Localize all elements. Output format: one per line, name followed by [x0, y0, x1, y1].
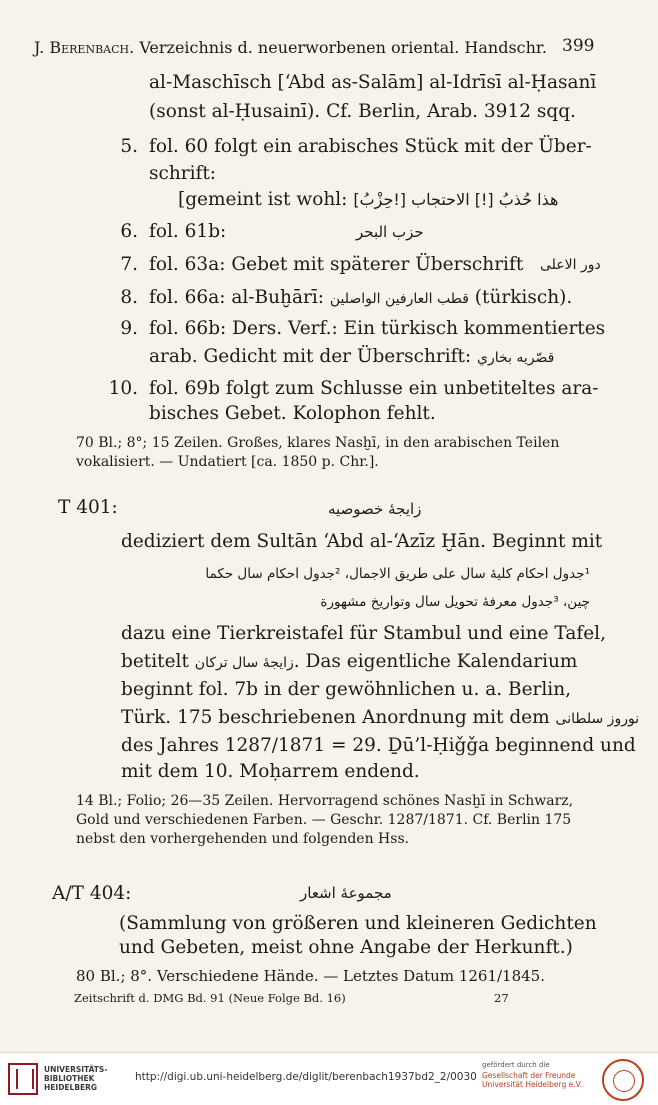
at404-label: A/T 404:	[52, 883, 132, 904]
continuation-line-2: (sonst al-Ḥusainī). Cf. Berlin, Arab. 3912 sqq.	[149, 101, 576, 122]
t401-label: T 401:	[58, 497, 118, 518]
item-7-arabic: دور الاعلى	[540, 257, 601, 273]
item-8-line	[149, 287, 572, 308]
item-9-arabic: قصّريه بخاري	[477, 350, 555, 366]
t401-line-4: dazu eine Tierkreistafel für Stambul und eine Tafel,	[121, 623, 606, 644]
item-6-label: fol. 61b:	[149, 221, 227, 242]
t401-line-7-arabic: نوروز سلطانى	[555, 711, 640, 727]
t401-desc-line-3: nebst den vorhergehenden und folgenden Hss.	[76, 831, 410, 847]
t401-line-5-prefix: betitelt	[121, 651, 189, 672]
item-8-prefix: fol. 66a: al-Buḫārī:	[149, 287, 324, 308]
item-6-arabic: حزب البحر	[356, 223, 424, 241]
item-8-suffix: (türkisch).	[474, 287, 573, 308]
sponsor-name	[482, 1071, 582, 1089]
t401-line-5-suffix: . Das eigentliche Kalendarium	[293, 651, 578, 672]
university-library-logo-icon	[8, 1063, 38, 1095]
t401-line-5	[121, 651, 577, 672]
item-7-number: 7.	[120, 254, 138, 275]
t401-desc-line-2: Gold und verschiedenen Farben. — Geschr. 1287/1871. Cf. Berlin 175	[76, 812, 572, 828]
university-seal-icon	[602, 1059, 644, 1101]
item-8-number: 8.	[120, 287, 138, 308]
item-10-number: 10.	[108, 378, 138, 399]
header-title: Verzeichnis d. neuerworbenen oriental. Handschr.	[139, 38, 547, 57]
item-9-line-2-text: arab. Gedicht mit der Überschrift:	[149, 346, 472, 367]
t401-line-7	[121, 707, 639, 728]
library-footer	[0, 1052, 658, 1105]
signature-left: Zeitschrift d. DMG Bd. 91 (Neue Folge Bd. 16)	[74, 991, 346, 1005]
sponsor-name-line-2: Universität Heidelberg e.V.	[482, 1080, 583, 1089]
item-5-number: 5.	[120, 136, 138, 157]
item-6-number: 6.	[120, 221, 138, 242]
item-7-text: fol. 63a: Gebet mit späterer Überschrift	[149, 254, 524, 275]
t401-line-6: beginnt fol. 7b in der gewöhnlichen u. a. Berlin,	[121, 679, 572, 700]
library-name-line-3: HEIDELBERG	[44, 1083, 98, 1092]
header-author-initial: J.	[34, 38, 45, 57]
at404-line-2: und Gebeten, meist ohne Angabe der Herkunft.)	[119, 937, 573, 958]
library-name	[44, 1065, 107, 1092]
t401-line-3-arabic: چين، ³جدول معرفهٔ تحويل سال وتواريخ مشهورة	[320, 594, 590, 610]
page-number: 399	[562, 36, 595, 56]
t401-line-2-arabic: ¹جدول احكام كليهٔ سال على طريق الاجمال، ²جدول احكام سال حكما	[205, 566, 590, 582]
at404-line-1: (Sammlung von größeren und kleineren Gedichten	[119, 913, 597, 934]
item-5-gemeint	[178, 189, 558, 210]
sponsor-label: gefördert durch die	[482, 1061, 550, 1069]
item-10-line-1: fol. 69b folgt zum Schlusse ein unbetiteltes ara-	[149, 378, 599, 399]
library-name-line-1: UNIVERSITÄTS-	[44, 1065, 108, 1074]
t401-line-1: dediziert dem Sultān ‘Abd al-‘Azīz Ḫān. Beginnt mit	[121, 531, 603, 552]
t400-desc-line-1: 70 Bl.; 8°; 15 Zeilen. Großes, klares Nasḫī, in den arabischen Teilen	[76, 435, 560, 451]
t401-line-8: des Jahres 1287/1871 = 29. Ḏū’l-Ḥiǧǧa beginnend und	[121, 735, 636, 756]
t401-line-7-prefix: Türk. 175 beschriebenen Anordnung mit dem	[121, 707, 550, 728]
running-header	[34, 38, 547, 57]
item-9-number: 9.	[120, 318, 138, 339]
item-9-line-2	[149, 346, 554, 367]
header-author-name: Berenbach.	[49, 38, 135, 57]
item-5-line-1: fol. 60 folgt ein arabisches Stück mit der Über-	[149, 136, 592, 157]
t401-title-arabic: زايجهٔ خصوصيه	[328, 500, 422, 518]
t400-desc-line-2: vokalisiert. — Undatiert [ca. 1850 p. Chr.].	[76, 454, 379, 470]
t401-line-9: mit dem 10. Moḥarrem endend.	[121, 761, 420, 782]
library-name-line-2: BIBLIOTHEK	[44, 1074, 95, 1083]
t401-line-5-arabic: زايجهٔ سال تركان	[194, 655, 294, 671]
signature-right: 27	[494, 991, 509, 1005]
item-5-gemeint-prefix: [gemeint ist wohl:	[178, 189, 348, 210]
item-8-arabic: قطب العارفين الواصلين	[329, 291, 469, 307]
sponsor-name-line-1: Gesellschaft der Freunde	[482, 1071, 576, 1080]
item-5-line-2: schrift:	[149, 163, 217, 184]
digital-copy-url[interactable]: http://digi.ub.uni-heidelberg.de/diglit/berenbach1937bd2_2/0030	[135, 1071, 477, 1083]
item-10-line-2: bisches Gebet. Kolophon fehlt.	[149, 403, 436, 424]
at404-title-arabic: مجموعهٔ اشعار	[300, 884, 392, 902]
item-9-line-1: fol. 66b: Ders. Verf.: Ein türkisch kommentiertes	[149, 318, 606, 339]
continuation-line-1: al-Maschīsch [‘Abd as-Salām] al-Idrīsī al-Ḥasanī	[149, 72, 597, 93]
item-5-gemeint-arabic: هذا حُذبُ [!] الاحتجاب [!حِزْبُ]	[353, 190, 559, 209]
t401-desc-line-1: 14 Bl.; Folio; 26—35 Zeilen. Hervorragend schönes Nasḫī in Schwarz,	[76, 793, 574, 809]
at404-desc: 80 Bl.; 8°. Verschiedene Hände. — Letztes Datum 1261/1845.	[76, 967, 545, 985]
